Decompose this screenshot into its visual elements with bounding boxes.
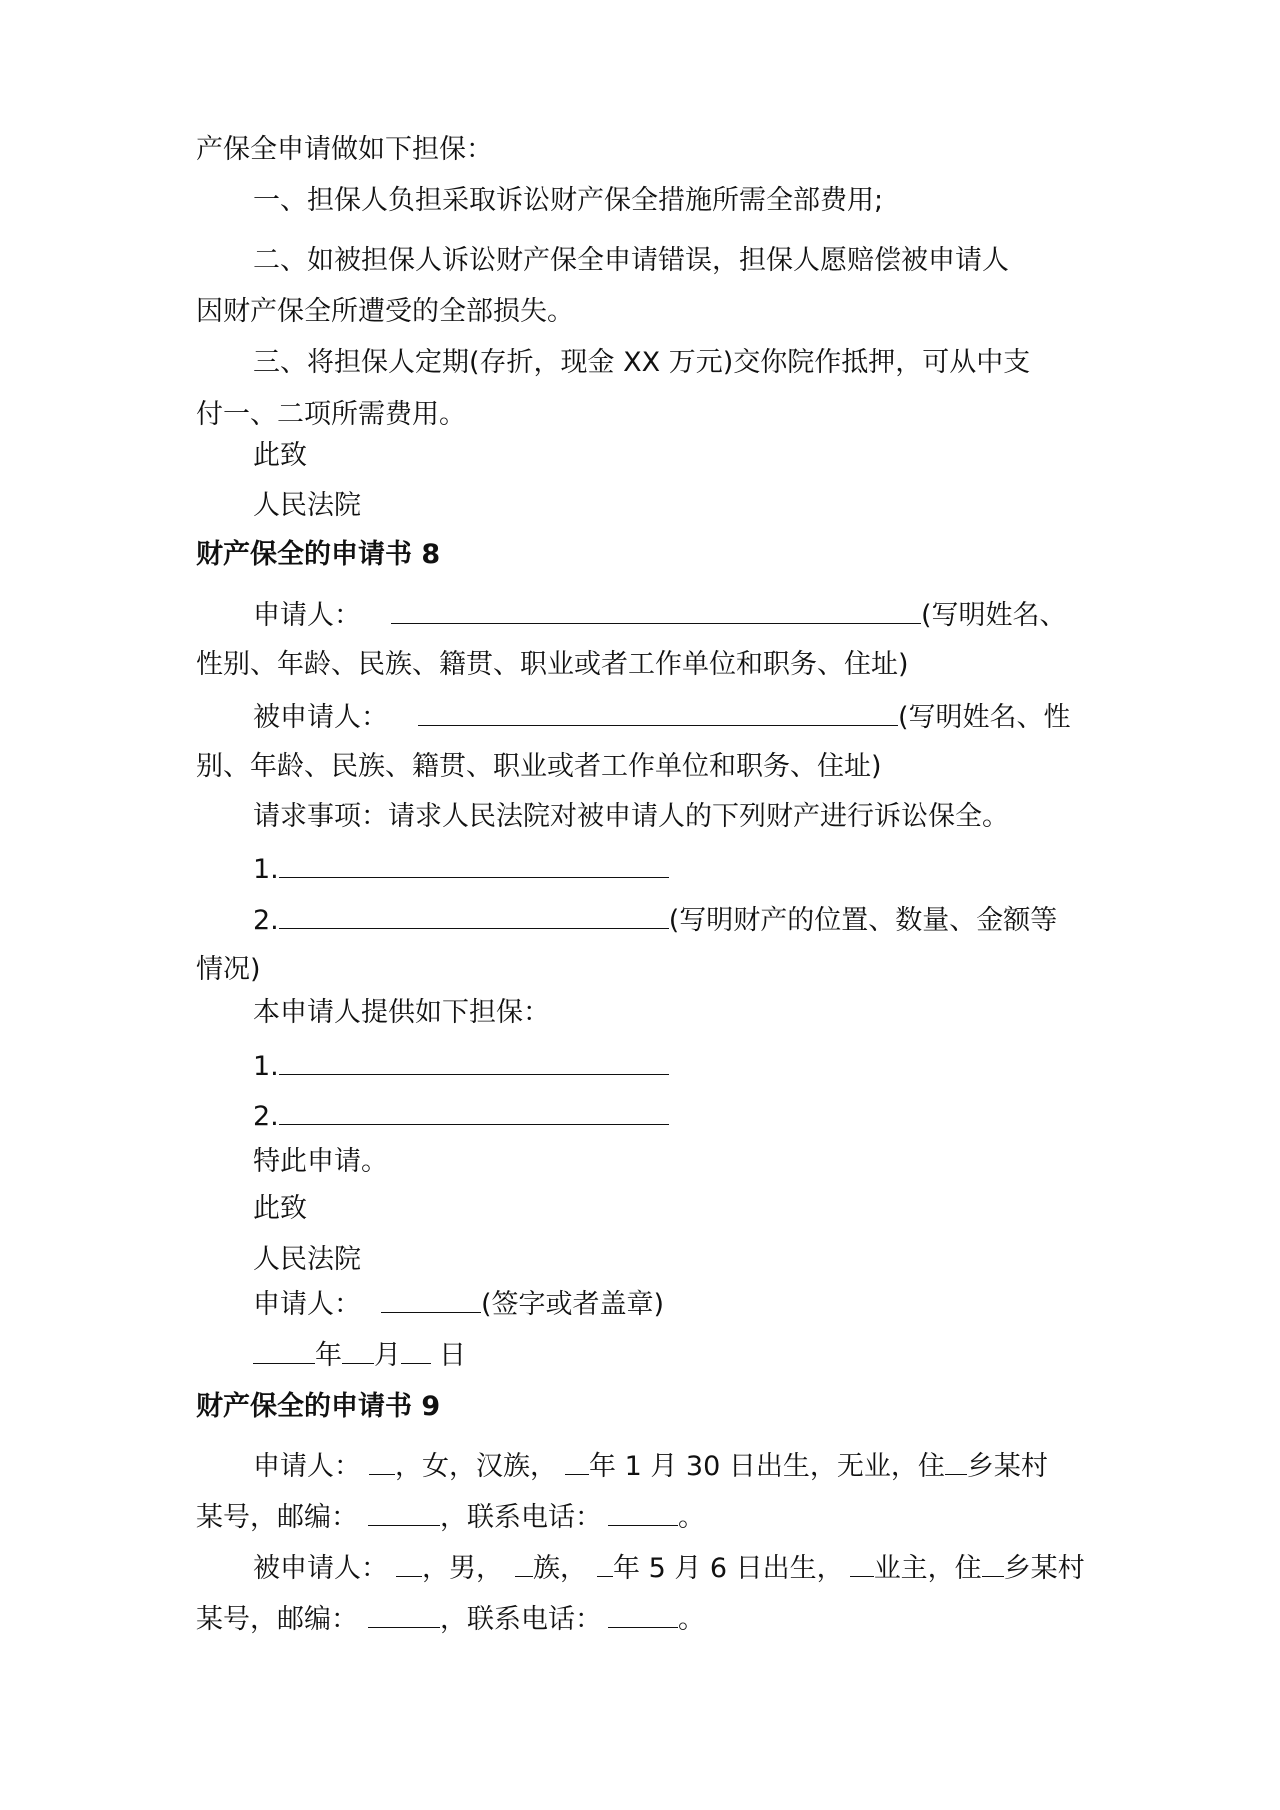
date-month: 月 xyxy=(374,1340,401,1371)
blank-field xyxy=(381,1284,481,1313)
text-line: 特此申请。 xyxy=(253,1146,388,1177)
respondent-note: (写明姓名、性 xyxy=(898,702,1071,733)
applicant-line xyxy=(253,1446,1048,1486)
blank-field xyxy=(368,1599,440,1628)
respondent-line xyxy=(253,1548,1085,1588)
text-seg: ，联系电话： xyxy=(440,1502,602,1533)
text-line: 请求事项：请求人民法院对被申请人的下列财产进行诉讼保全。 xyxy=(253,801,1009,832)
date-year: 年 xyxy=(315,1340,342,1371)
blank-field xyxy=(515,1548,533,1577)
applicant-line-cont xyxy=(196,1497,705,1537)
text-seg: 某号，邮编： xyxy=(196,1502,358,1533)
sign-note: (签字或者盖章) xyxy=(481,1289,665,1320)
date-line xyxy=(253,1335,466,1375)
text-line: 三、将担保人定期(存折，现金 XX 万元)交你院作抵押，可从中支 xyxy=(253,347,1031,378)
respondent-line-cont xyxy=(196,1599,705,1639)
item-number: 2. xyxy=(253,905,279,936)
blank-field xyxy=(565,1446,589,1475)
text-line: 付一、二项所需费用。 xyxy=(196,399,466,430)
text-seg: 乡某村 xyxy=(966,1451,1048,1482)
applicant-line xyxy=(253,595,1067,635)
item-note: (写明财产的位置、数量、金额等 xyxy=(668,905,1058,936)
blank-field xyxy=(608,1497,678,1526)
text-line: 一、担保人负担采取诉讼财产保全措施所需全部费用; xyxy=(253,185,884,216)
text-seg: ，联系电话： xyxy=(440,1604,602,1635)
list-item xyxy=(253,900,1057,940)
text-line: 因财产保全所遭受的全部损失。 xyxy=(196,296,574,327)
applicant-note: (写明姓名、 xyxy=(921,600,1067,631)
blank-field xyxy=(369,1446,395,1475)
text-line: 人民法院 xyxy=(253,1244,361,1275)
item-number: 1. xyxy=(253,854,279,885)
text-seg: 年 5 月 6 日出生， xyxy=(613,1553,844,1584)
blank-field xyxy=(279,900,669,929)
list-item xyxy=(253,849,669,889)
text-line: 产保全申请做如下担保： xyxy=(196,134,493,165)
text-seg: 年 1 月 30 日出生，无业，住 xyxy=(589,1451,945,1482)
list-item xyxy=(253,1046,669,1086)
text-line: 性别、年龄、民族、籍贯、职业或者工作单位和职务、住址) xyxy=(196,649,909,680)
blank-field xyxy=(945,1446,967,1475)
blank-field xyxy=(368,1497,440,1526)
date-day: 日 xyxy=(439,1340,466,1371)
blank-field xyxy=(850,1548,874,1577)
blank-field xyxy=(418,697,898,726)
blank-field xyxy=(279,1096,669,1125)
text-seg: 。 xyxy=(678,1604,705,1635)
item-number: 1. xyxy=(253,1051,279,1082)
blank-field xyxy=(391,595,921,624)
text-seg: 某号，邮编： xyxy=(196,1604,358,1635)
section-heading-9: 财产保全的申请书 9 xyxy=(196,1391,441,1422)
text-line: 此致 xyxy=(253,1193,307,1224)
text-seg: 申请人： xyxy=(253,1451,361,1482)
blank-field xyxy=(342,1335,374,1364)
blank-field xyxy=(608,1599,678,1628)
text-seg: 被申请人： xyxy=(253,1553,388,1584)
text-seg: 乡某村 xyxy=(1003,1553,1085,1584)
respondent-line xyxy=(253,697,1071,737)
signature-line xyxy=(253,1284,664,1324)
blank-field xyxy=(401,1335,431,1364)
text-line: 人民法院 xyxy=(253,490,361,521)
item-number: 2. xyxy=(253,1101,279,1132)
text-seg: 族， xyxy=(533,1553,587,1584)
text-seg: ，男， xyxy=(422,1553,503,1584)
blank-field xyxy=(279,849,669,878)
blank-field xyxy=(396,1548,422,1577)
section-heading-8: 财产保全的申请书 8 xyxy=(196,539,441,570)
applicant-label: 申请人： xyxy=(253,600,361,631)
text-line: 此致 xyxy=(253,440,307,471)
text-line: 本申请人提供如下担保： xyxy=(253,997,550,1028)
blank-field xyxy=(279,1046,669,1075)
sign-label: 申请人： xyxy=(253,1289,361,1320)
text-line: 别、年龄、民族、籍贯、职业或者工作单位和职务、住址) xyxy=(196,751,882,782)
blank-field xyxy=(253,1335,315,1364)
list-item xyxy=(253,1096,669,1136)
text-seg: 。 xyxy=(678,1502,705,1533)
text-seg: ，女，汉族， xyxy=(395,1451,557,1482)
text-seg: 业主，住 xyxy=(873,1553,982,1584)
text-line: 情况) xyxy=(196,954,261,985)
blank-field xyxy=(982,1548,1004,1577)
blank-field xyxy=(597,1548,613,1577)
respondent-label: 被申请人： xyxy=(253,702,388,733)
text-line: 二、如被担保人诉讼财产保全申请错误，担保人愿赔偿被申请人 xyxy=(253,245,1009,276)
